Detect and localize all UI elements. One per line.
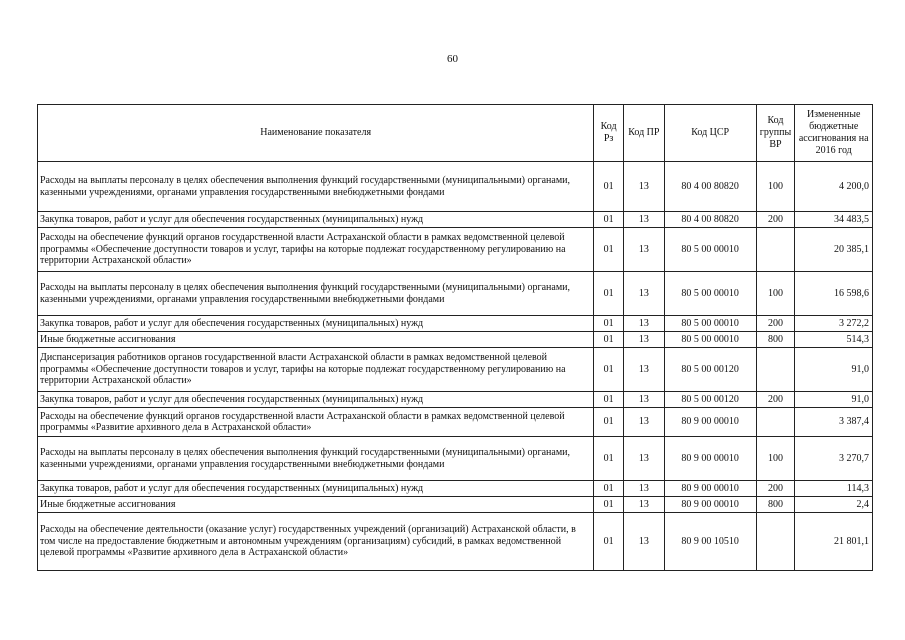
cell-pr: 13 (623, 272, 664, 316)
table-row (38, 272, 873, 316)
cell-rz: 01 (594, 212, 624, 228)
cell-amount: 2,4 (795, 497, 873, 513)
cell-csr: 80 9 00 00010 (664, 408, 756, 437)
table-row (38, 348, 873, 392)
cell-vr: 800 (756, 332, 795, 348)
cell-vr: 200 (756, 481, 795, 497)
cell-pr: 13 (623, 481, 664, 497)
cell-csr: 80 5 00 00010 (664, 332, 756, 348)
table-row (38, 497, 873, 513)
page-number: 60 (447, 53, 458, 65)
table-row (38, 212, 873, 228)
cell-pr: 13 (623, 332, 664, 348)
cell-csr: 80 4 00 80820 (664, 212, 756, 228)
header-csr: Код ЦСР (664, 105, 756, 162)
cell-rz: 01 (594, 437, 624, 481)
cell-amount: 21 801,1 (795, 513, 873, 571)
cell-name: Иные бюджетные ассигнования (38, 332, 594, 348)
cell-name: Диспансеризация работников органов государственной власти Астраханской области в рамках ведомственной целевой программы «Обеспечение доступности товаров и услуг, тарифы на которые подлежат государственному регулированию на территории Астраханской области» (38, 348, 594, 392)
cell-vr: 200 (756, 392, 795, 408)
cell-pr: 13 (623, 162, 664, 212)
cell-rz: 01 (594, 162, 624, 212)
table-row (38, 392, 873, 408)
cell-name: Расходы на выплаты персоналу в целях обеспечения выполнения функций государственными (муниципальными) органами, казенными учреждениями, органами управления государственными внебюджетными фондами (38, 272, 594, 316)
cell-pr: 13 (623, 437, 664, 481)
cell-amount: 4 200,0 (795, 162, 873, 212)
table-header (38, 105, 873, 162)
cell-amount: 514,3 (795, 332, 873, 348)
cell-csr: 80 5 00 00010 (664, 316, 756, 332)
cell-csr: 80 9 00 10510 (664, 513, 756, 571)
cell-vr: 100 (756, 162, 795, 212)
table-body (38, 162, 873, 571)
cell-vr: 100 (756, 272, 795, 316)
header-name: Наименование показателя (38, 105, 594, 162)
header-vr: Код группы ВР (756, 105, 795, 162)
budget-table (37, 104, 873, 571)
cell-csr: 80 9 00 00010 (664, 437, 756, 481)
cell-rz: 01 (594, 272, 624, 316)
header-pr: Код ПР (623, 105, 664, 162)
cell-rz: 01 (594, 497, 624, 513)
header-amount: Измененные бюджетные ассигнования на 2016 год (795, 105, 873, 162)
cell-name: Закупка товаров, работ и услуг для обеспечения государственных (муниципальных) нужд (38, 481, 594, 497)
cell-csr: 80 9 00 00010 (664, 481, 756, 497)
table-row (38, 437, 873, 481)
cell-pr: 13 (623, 497, 664, 513)
cell-vr: 200 (756, 316, 795, 332)
cell-csr: 80 4 00 80820 (664, 162, 756, 212)
cell-amount: 91,0 (795, 392, 873, 408)
table-row (38, 316, 873, 332)
cell-rz: 01 (594, 408, 624, 437)
table-row (38, 513, 873, 571)
cell-name: Закупка товаров, работ и услуг для обеспечения государственных (муниципальных) нужд (38, 212, 594, 228)
cell-pr: 13 (623, 228, 664, 272)
cell-name: Закупка товаров, работ и услуг для обеспечения государственных (муниципальных) нужд (38, 392, 594, 408)
cell-amount: 3 272,2 (795, 316, 873, 332)
cell-amount: 16 598,6 (795, 272, 873, 316)
cell-name: Расходы на выплаты персоналу в целях обеспечения выполнения функций государственными (муниципальными) органами, казенными учреждениями, органами управления государственными внебюджетными фондами (38, 162, 594, 212)
cell-rz: 01 (594, 392, 624, 408)
cell-pr: 13 (623, 212, 664, 228)
cell-rz: 01 (594, 332, 624, 348)
cell-amount: 34 483,5 (795, 212, 873, 228)
header-row (38, 105, 873, 162)
cell-amount: 114,3 (795, 481, 873, 497)
cell-rz: 01 (594, 316, 624, 332)
cell-pr: 13 (623, 513, 664, 571)
cell-vr (756, 348, 795, 392)
cell-vr: 800 (756, 497, 795, 513)
cell-pr: 13 (623, 408, 664, 437)
cell-rz: 01 (594, 481, 624, 497)
cell-rz: 01 (594, 348, 624, 392)
cell-amount: 3 270,7 (795, 437, 873, 481)
cell-name: Расходы на выплаты персоналу в целях обеспечения выполнения функций государственными (муниципальными) органами, казенными учреждениями, органами управления государственными внебюджетными фондами (38, 437, 594, 481)
cell-csr: 80 5 00 00120 (664, 348, 756, 392)
cell-csr: 80 5 00 00120 (664, 392, 756, 408)
cell-rz: 01 (594, 228, 624, 272)
cell-vr (756, 228, 795, 272)
cell-csr: 80 5 00 00010 (664, 272, 756, 316)
cell-csr: 80 9 00 00010 (664, 497, 756, 513)
cell-vr (756, 513, 795, 571)
cell-vr: 100 (756, 437, 795, 481)
cell-amount: 3 387,4 (795, 408, 873, 437)
cell-name: Расходы на обеспечение функций органов государственной власти Астраханской области в рамках ведомственной целевой программы «Обеспечение доступности товаров и услуг, тарифы на которые подлежат государственному регулированию на территории Астраханской области» (38, 228, 594, 272)
cell-pr: 13 (623, 348, 664, 392)
table-row (38, 332, 873, 348)
cell-name: Иные бюджетные ассигнования (38, 497, 594, 513)
cell-pr: 13 (623, 316, 664, 332)
cell-pr: 13 (623, 392, 664, 408)
cell-rz: 01 (594, 513, 624, 571)
table-row (38, 162, 873, 212)
cell-amount: 91,0 (795, 348, 873, 392)
cell-name: Закупка товаров, работ и услуг для обеспечения государственных (муниципальных) нужд (38, 316, 594, 332)
cell-vr (756, 408, 795, 437)
table-row (38, 408, 873, 437)
header-rz: Код Рз (594, 105, 624, 162)
cell-csr: 80 5 00 00010 (664, 228, 756, 272)
cell-vr: 200 (756, 212, 795, 228)
cell-name: Расходы на обеспечение функций органов государственной власти Астраханской области в рамках ведомственной целевой программы «Развитие архивного дела в Астраханской области» (38, 408, 594, 437)
table-row (38, 481, 873, 497)
table-row (38, 228, 873, 272)
cell-name: Расходы на обеспечение деятельности (оказание услуг) государственных учреждений (организаций) Астраханской области, в том числе на предоставление бюджетным и автономным учреждениям (организациям) субсидий, в рамках ведомственной целевой программы «Развитие архивного дела в Астраханской области» (38, 513, 594, 571)
cell-amount: 20 385,1 (795, 228, 873, 272)
